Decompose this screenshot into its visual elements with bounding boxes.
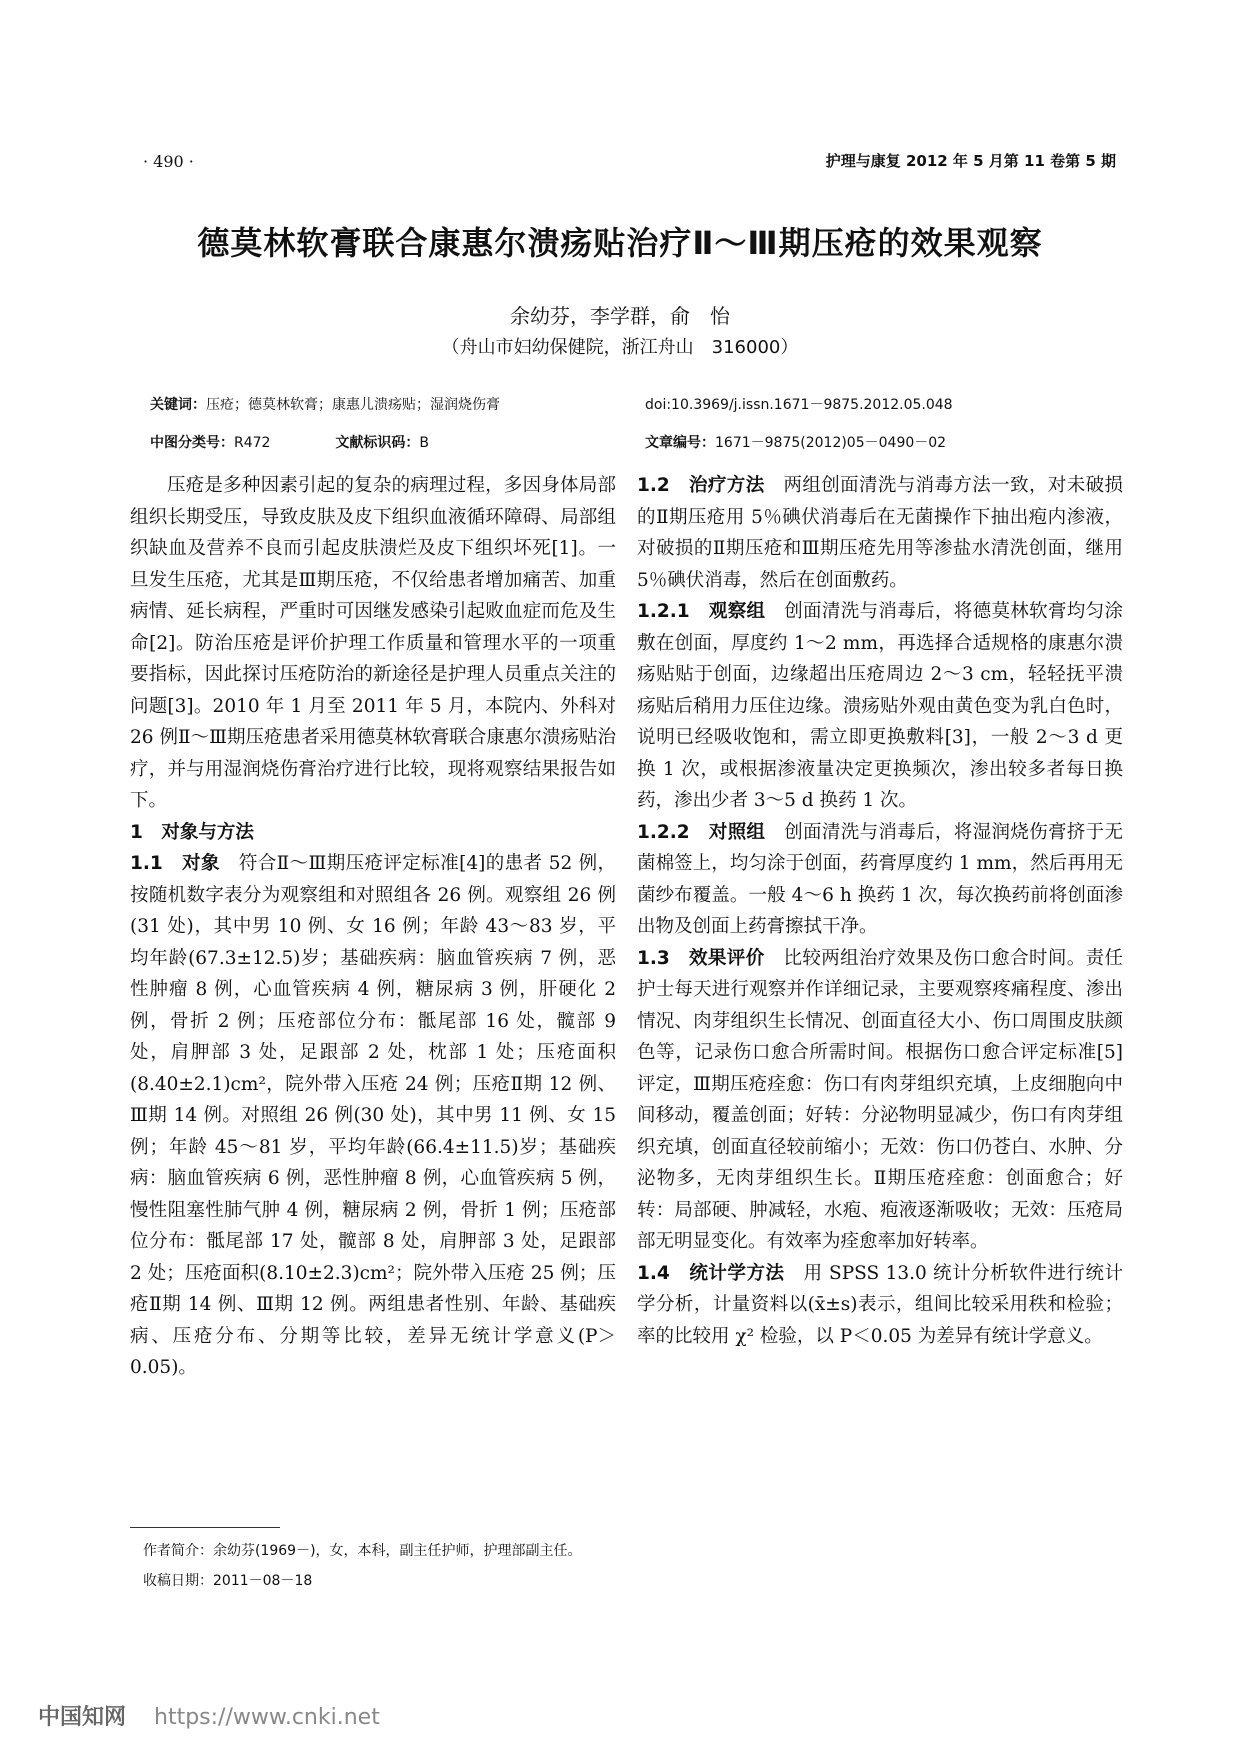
intro-paragraph: 压疮是多种因素引起的复杂的病理过程，多因身体局部组织长期受压，导致皮肤及皮下组织血液循环障碍、局部组织缺血及营养不良而引起皮肤溃烂及皮下组织坏死[1]。一旦发生压疮，尤其是Ⅲ期压疮，不仅给患者增加痛苦、加重病情、延长病程，严重时可因继发感染引起败血症而危及生命[2]。防治压疮是评价护理工作质量和管理水平的一项重要指标，因此探讨压疮防治的新途径是护理人员重点关注的问题[3]。2010 年 1 月至 2011 年 5 月，本院内、外科对 26 例Ⅱ～Ⅲ期压疮患者采用德莫林软膏联合康惠尔溃疡贴治疗，并与用湿润烧伤膏治疗进行比较，现将观察结果报告如下。: [130, 475, 616, 811]
article-number-value: 1671－9875(2012)05－0490－02: [715, 435, 947, 451]
doccode-value: B: [419, 435, 429, 451]
author-bio-footnote: 作者简介：余幼芬(1969－)，女，本科，副主任护师，护理部副主任。: [143, 1543, 582, 1559]
article-title: 德莫林软膏联合康惠尔溃疡贴治疗Ⅱ～Ⅲ期压疮的效果观察: [197, 224, 1043, 262]
doi-line: doi:10.3969/j.issn.1671－9875.2012.05.048: [645, 397, 953, 413]
page-number: · 490 ·: [143, 152, 194, 171]
right-column: [637, 470, 1123, 1352]
section-1-2-heading: 1.2 治疗方法: [637, 475, 765, 496]
footnote-rule: [130, 1527, 280, 1528]
section-1-3-heading: 1.3 效果评价: [637, 947, 765, 969]
cnki-url[interactable]: https://www.cnki.net: [154, 1705, 380, 1730]
cnki-watermark: [38, 1700, 380, 1731]
section-1-4-text: 用 SPSS 13.0 统计分析软件进行统计学分析，计量资料以(x̄±s)表示，组间比较采用秩和检验；率的比较用 χ² 检验，以 P＜0.05 为差异有统计学意义。: [637, 1262, 1123, 1347]
article-authors: 余幼芬，李学群，俞 怡: [510, 304, 730, 328]
cnki-logo: 中国知网: [38, 1705, 127, 1730]
section-1-2-1-paragraph: [637, 596, 1123, 817]
article-number-label: 文章编号：: [645, 435, 715, 451]
section-1-3-paragraph: [637, 943, 1123, 1258]
section-1-1-heading: 1.1 对象: [130, 853, 220, 874]
section-1-2-text: 两组创面清洗与消毒方法一致，对未破损的Ⅱ期压疮用 5％碘伏消毒后在无菌操作下抽出疱内渗液，对破损的Ⅱ期压疮和Ⅲ期压疮先用等渗盐水清洗创面，继用 5％碘伏消毒，然后在创面敷药。: [637, 475, 1123, 591]
article-affiliation: （舟山市妇幼保健院，浙江舟山 316000）: [441, 337, 799, 358]
keywords-line: [150, 394, 500, 414]
journal-header: 护理与康复 2012 年 5 月第 11 卷第 5 期: [825, 152, 1116, 170]
left-column: [130, 470, 616, 1384]
section-1-4-heading: 1.4 统计学方法: [637, 1262, 785, 1284]
section-1-2-2-heading: 1.2.2 对照组: [637, 821, 766, 843]
clc-label: 中图分类号：: [150, 435, 234, 451]
section-1-heading: 1 对象与方法: [130, 821, 254, 843]
classification-line: [150, 432, 429, 452]
keywords-value: 压疮；德莫林软膏；康惠儿溃疡贴；湿润烧伤膏: [206, 397, 500, 413]
section-1-1-text: 符合Ⅱ～Ⅲ期压疮评定标准[4]的患者 52 例，按随机数字表分为观察组和对照组各 26 例。观察组 26 例(31 处)，其中男 10 例、女 16 例；年龄 43～83 岁，平均年龄(67.3±12.5)岁；基础疾病：脑血管疾病 7 例，恶性肿瘤 8 例，心血管疾病 4 例，糖尿病 3 例，肝硬化 2 例，骨折 2 例；压疮部位分布：骶尾部 16 处，髋部 9 处，肩胛部 3 处，足跟部 2 处，枕部 1 处；压疮面积(8.40±2.1)cm²，院外带入压疮 24 例；压疮Ⅱ期 12 例、Ⅲ期 14 例。对照组 26 例(30 处)，其中男 11 例、女 15 例；年龄 45～81 岁，平均年龄(66.4±11.5)岁；基础疾病：脑血管疾病 6 例，恶性肿瘤 8 例，心血管疾病 5 例，慢性阻塞性肺气肿 4 例，糖尿病 2 例，骨折 1 例；压疮部位分布：骶尾部 17 处，髋部 8 处，肩胛部 3 处，足跟部 2 处；压疮面积(8.10±2.3)cm²；院外带入压疮 25 例；压疮Ⅱ期 14 例、Ⅲ期 12 例。两组患者性别、年龄、基础疾病、压疮分布、分期等比较，差异无统计学意义(P＞0.05)。: [130, 853, 616, 1378]
section-1-2-2-paragraph: [637, 817, 1123, 943]
section-1-2-paragraph: [637, 470, 1123, 596]
section-1-1-paragraph: [130, 848, 616, 1384]
section-1-4-paragraph: [637, 1258, 1123, 1353]
doccode-label: 文献标识码：: [335, 435, 420, 451]
keywords-label: 关键词：: [150, 397, 206, 413]
section-1-2-2-text: 创面清洗与消毒后，将湿润烧伤膏挤于无菌棉签上，均匀涂于创面，药膏厚度约 1 mm，然后再用无菌纱布覆盖。一般 4～6 h 换药 1 次，每次换药前将创面渗出物及创面上药膏擦拭干净。: [637, 821, 1123, 937]
section-1-2-1-heading: 1.2.1 观察组: [637, 601, 766, 622]
article-number-line: [645, 432, 946, 452]
section-1-3-text: 比较两组治疗效果及伤口愈合时间。责任护士每天进行观察并作详细记录，主要观察疼痛程度、渗出情况、肉芽组织生长情况、创面直径大小、伤口周围皮肤颜色等，记录伤口愈合所需时间。根据伤口愈合评定标准[5]评定，Ⅲ期压疮痊愈：伤口有肉芽组织充填，上皮细胞向中间移动，覆盖创面；好转：分泌物明显减少，伤口有肉芽组织充填，创面直径较前缩小；无效：伤口仍苍白、水肿、分泌物多，无肉芽组织生长。Ⅱ期压疮痊愈：创面愈合；好转：局部硬、肿减轻，水疱、疱液逐渐吸收；无效：压疮局部无明显变化。有效率为痊愈率加好转率。: [637, 947, 1123, 1252]
received-date-footnote: 收稿日期：2011－08－18: [143, 1573, 313, 1589]
clc-value: R472: [234, 435, 271, 451]
section-1-2-1-text: 创面清洗与消毒后，将德莫林软膏均匀涂敷在创面，厚度约 1～2 mm，再选择合适规格的康惠尔溃疡贴贴于创面，边缘超出压疮周边 2～3 cm，轻轻抚平溃疡贴后稍用力压住边缘。溃疡贴外观由黄色变为乳白色时，说明已经吸收饱和，需立即更换敷料[3]，一般 2～3 d 更换 1 次，或根据渗液量决定更换频次，渗出较多者每日换药，渗出少者 3～5 d 换药 1 次。: [637, 601, 1123, 811]
